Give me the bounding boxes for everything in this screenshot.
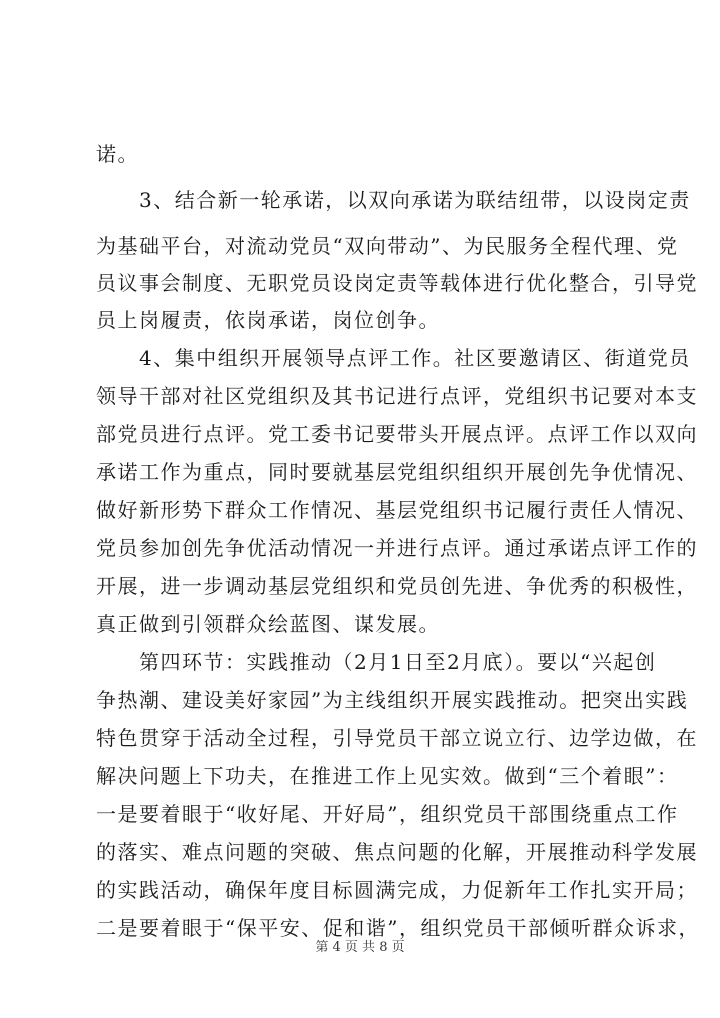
page-footer: 第 4 页 共 8 页 (315, 940, 405, 955)
text-line: 承诺工作为重点，同时要就基层党组织组织开展创先争优情况、 (96, 460, 698, 484)
text-line: 部党员进行点评。党工委书记要带头开展点评。点评工作以双向 (96, 422, 698, 446)
text-line: 员上岗履责，依岗承诺，岗位创争。 (96, 308, 440, 332)
text-line: 二是要着眼于“保平安、促和谐”，组织党员干部倾听群众诉求， (96, 916, 700, 940)
text-line: 员议事会制度、无职党员设岗定责等载体进行优化整合，引导党 (96, 271, 698, 295)
text-line: 的实践活动，确保年度目标圆满完成，力促新年工作扎实开局； (96, 878, 698, 902)
text-line: 特色贯穿于活动全过程，引导党员干部立说立行、边学边做，在 (96, 726, 698, 750)
text-line: 一是要着眼于“收好尾、开好局”，组织党员干部围绕重点工作 (96, 802, 679, 826)
text-line: 诺。 (96, 142, 139, 166)
text-line: 争热潮、建设美好家园”为主线组织开展实践推动。把突出实践 (96, 688, 689, 712)
text-line: 第四环节：实践推动（2月1日至2月底）。要以“兴起创 (96, 650, 657, 674)
text-line: 开展，进一步调动基层党组织和党员创先进、争优秀的积极性， (96, 574, 698, 598)
text-line: 4、集中组织开展领导点评工作。社区要邀请区、街道党员 (96, 346, 691, 370)
text-line: 3、结合新一轮承诺，以双向承诺为联结纽带，以设岗定责 (96, 188, 691, 212)
text-line: 党员参加创先争优活动情况一并进行点评。通过承诺点评工作的 (96, 536, 698, 560)
text-line: 解决问题上下功夫，在推进工作上见实效。做到“三个着眼”： (96, 764, 679, 788)
text-line: 的落实、难点问题的突破、焦点问题的化解，开展推动科学发展 (96, 840, 698, 864)
text-line: 真正做到引领群众绘蓝图、谋发展。 (96, 612, 440, 636)
text-line: 为基础平台，对流动党员“双向带动”、为民服务全程代理、党 (96, 234, 679, 258)
text-line: 做好新形势下群众工作情况、基层党组织书记履行责任人情况、 (96, 498, 698, 522)
text-line: 领导干部对社区党组织及其书记进行点评，党组织书记要对本支 (96, 384, 698, 408)
